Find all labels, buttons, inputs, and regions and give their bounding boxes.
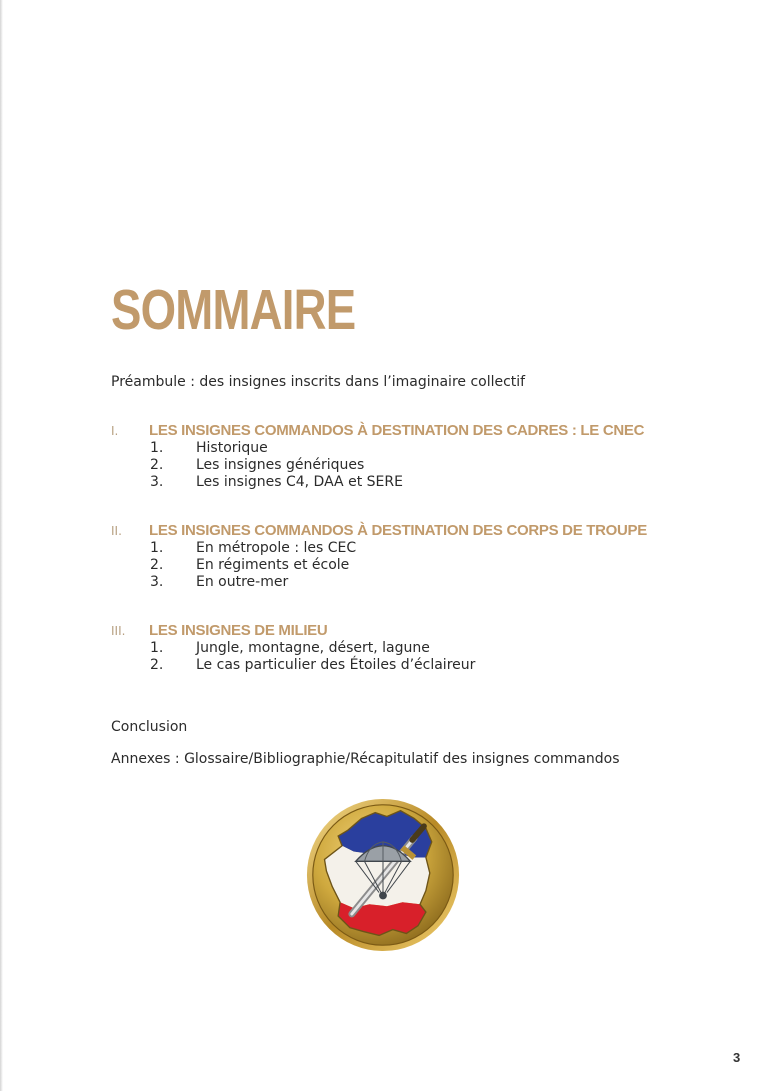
item-number: 1.	[150, 540, 164, 556]
item-label: Jungle, montagne, désert, lagune	[196, 640, 430, 656]
section-items	[111, 540, 731, 591]
preamble-entry: Préambule : des insignes inscrits dans l’imaginaire collectif	[111, 374, 526, 390]
section-title: LES INSIGNES DE MILIEU	[149, 622, 328, 639]
section-items	[111, 640, 731, 674]
toc-section-2	[111, 522, 731, 591]
item-number: 2.	[150, 657, 164, 673]
item-label: Les insignes génériques	[196, 457, 365, 473]
page-title: SOMMAIRE	[111, 278, 356, 342]
item-number: 3.	[150, 574, 164, 590]
toc-section-3	[111, 622, 731, 674]
item-label: Les insignes C4, DAA et SERE	[196, 474, 403, 490]
item-label: Le cas particulier des Étoiles d’éclaireur	[196, 657, 476, 673]
toc-section-1	[111, 422, 731, 491]
section-header	[111, 522, 731, 540]
page-number: 3	[733, 1050, 741, 1065]
item-number: 3.	[150, 474, 164, 490]
item-label: En régiments et école	[196, 557, 350, 573]
section-numeral: III.	[111, 624, 126, 638]
toc-item	[111, 457, 731, 474]
item-number: 1.	[150, 640, 164, 656]
section-numeral: I.	[111, 424, 119, 438]
section-numeral: II.	[111, 524, 122, 538]
item-label: En métropole : les CEC	[196, 540, 357, 556]
toc-item	[111, 640, 731, 657]
section-items	[111, 440, 731, 491]
commando-insignia-badge	[305, 797, 461, 953]
item-label: En outre-mer	[196, 574, 289, 590]
item-number: 1.	[150, 440, 164, 456]
toc-item	[111, 440, 731, 457]
section-header	[111, 422, 731, 440]
toc-item	[111, 474, 731, 491]
item-number: 2.	[150, 557, 164, 573]
item-number: 2.	[150, 457, 164, 473]
page-edge-shadow	[0, 0, 3, 1091]
toc-item	[111, 657, 731, 674]
annexes-entry: Annexes : Glossaire/Bibliographie/Récapitulatif des insignes commandos	[111, 751, 620, 767]
conclusion-entry: Conclusion	[111, 719, 188, 735]
toc-item	[111, 574, 731, 591]
item-label: Historique	[196, 440, 268, 456]
section-title: LES INSIGNES COMMANDOS À DESTINATION DES CORPS DE TROUPE	[149, 522, 647, 539]
toc-item	[111, 557, 731, 574]
section-title: LES INSIGNES COMMANDOS À DESTINATION DES CADRES : LE CNEC	[149, 422, 645, 439]
toc-item	[111, 540, 731, 557]
section-header	[111, 622, 731, 640]
